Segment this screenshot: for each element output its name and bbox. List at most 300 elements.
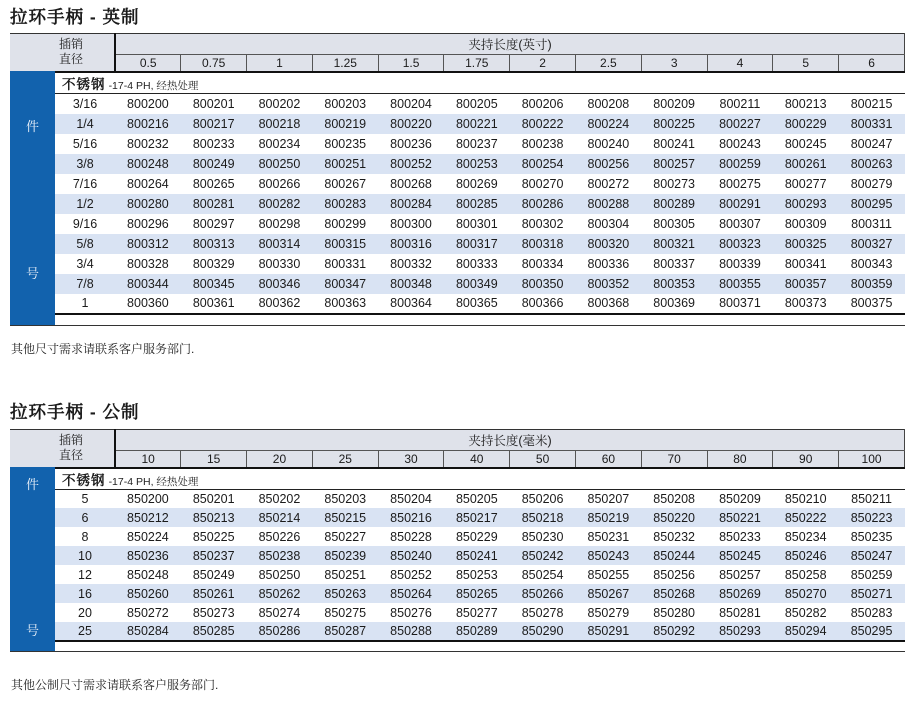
part-number-cell: 850272	[127, 605, 169, 620]
part-number-cell: 800218	[247, 114, 313, 134]
part-number-cell: 850236	[115, 546, 181, 565]
part-number-cell: 800331	[839, 114, 905, 134]
part-number-cell: 800279	[850, 176, 893, 191]
table-row	[10, 565, 905, 584]
part-number-band	[10, 71, 55, 325]
part-number-cell: 800209	[653, 96, 696, 111]
column-header: 70	[641, 451, 707, 468]
column-header: 30	[378, 451, 444, 468]
part-number-cell: 800268	[390, 176, 432, 191]
part-number-cell: 800307	[719, 216, 761, 231]
part-number-cell: 850252	[390, 567, 432, 582]
part-number-cell: 800283	[312, 194, 378, 214]
part-number-cell: 800251	[312, 154, 378, 174]
part-number-cell: 800208	[587, 96, 630, 111]
part-number-cell: 800237	[455, 136, 498, 151]
part-number-cell: 800359	[839, 274, 905, 294]
part-number-cell: 800300	[390, 216, 432, 231]
part-number-cell: 850247	[839, 546, 905, 565]
part-number-cell: 800200	[127, 96, 169, 111]
part-number-cell: 850269	[707, 584, 773, 603]
pin-diameter-value: 9/16	[72, 216, 98, 231]
pin-diameter-value: 1	[55, 294, 115, 314]
part-number-cell: 800301	[455, 216, 498, 231]
pin-diameter-value: 5/16	[72, 136, 98, 151]
part-number-cell: 800201	[192, 96, 235, 111]
column-header: 2.5	[575, 55, 641, 72]
part-number-cell: 850221	[707, 508, 773, 527]
table-row	[10, 114, 905, 134]
column-header: 1.5	[378, 55, 444, 72]
part-number-cell: 850226	[258, 529, 301, 544]
part-number-cell: 800311	[851, 216, 892, 231]
pin-diameter-value: 7/16	[72, 176, 98, 191]
part-number-cell: 800330	[258, 256, 301, 271]
part-number-cell: 850288	[378, 622, 444, 641]
part-number-cell: 800339	[719, 256, 761, 271]
part-number-cell: 800375	[839, 294, 905, 314]
part-number-cell: 800221	[444, 114, 510, 134]
part-number-cell: 800215	[850, 96, 893, 111]
part-number-cell: 800345	[181, 274, 247, 294]
part-number-cell: 850225	[192, 529, 235, 544]
part-number-cell: 800266	[258, 176, 301, 191]
part-number-cell: 800331	[324, 256, 367, 271]
column-header: 1.25	[312, 55, 378, 72]
pin-diameter-value: 1/2	[55, 194, 115, 214]
part-number-cell: 800325	[773, 234, 839, 254]
metric-table-wrap	[10, 429, 905, 661]
part-number-cell: 850200	[127, 491, 169, 506]
part-number-cell: 800280	[115, 194, 181, 214]
part-number-cell: 850294	[773, 622, 839, 641]
part-number-cell: 800364	[378, 294, 444, 314]
column-header: 20	[247, 451, 313, 468]
part-number-cell: 800296	[127, 216, 169, 231]
part-number-cell: 850284	[115, 622, 181, 641]
part-number-cell: 850268	[641, 584, 707, 603]
part-number-cell: 800365	[444, 294, 510, 314]
part-number-cell: 800368	[575, 294, 641, 314]
part-number-cell: 800222	[510, 114, 576, 134]
part-number-cell: 850270	[773, 584, 839, 603]
part-number-cell: 800298	[258, 216, 301, 231]
column-header: 5	[773, 55, 839, 72]
table-row	[10, 134, 905, 154]
column-header: 0.5	[115, 55, 181, 72]
part-number-cell: 850265	[444, 584, 510, 603]
part-number-cell: 850228	[390, 529, 432, 544]
part-number-cell: 800249	[181, 154, 247, 174]
part-number-cell: 800259	[707, 154, 773, 174]
part-number-cell: 850285	[181, 622, 247, 641]
pin-diameter-value: 3/4	[76, 256, 94, 271]
header-row-values	[10, 451, 905, 468]
part-number-cell: 850255	[587, 567, 630, 582]
part-number-cell: 850271	[839, 584, 905, 603]
part-number-cell: 800206	[521, 96, 564, 111]
part-number-cell: 800357	[773, 274, 839, 294]
table-row	[10, 174, 905, 194]
part-number-cell: 850245	[707, 546, 773, 565]
imperial-parts-table	[10, 33, 905, 315]
part-number-cell: 850201	[192, 491, 235, 506]
imperial-section-title: 拉环手柄 - 英制	[10, 7, 140, 27]
material-cell	[55, 72, 905, 94]
part-number-cell: 800216	[115, 114, 181, 134]
part-number-cell: 850203	[324, 491, 367, 506]
part-number-cell: 800256	[575, 154, 641, 174]
part-number-cell: 800291	[707, 194, 773, 214]
table-row	[10, 274, 905, 294]
imperial-footnote: 其他尺寸需求请联系客户服务部门.	[11, 342, 195, 356]
part-number-cell: 800343	[850, 256, 893, 271]
part-number-cell: 800320	[575, 234, 641, 254]
part-number-cell: 800282	[247, 194, 313, 214]
part-number-cell: 800284	[378, 194, 444, 214]
part-number-cell: 800333	[455, 256, 498, 271]
bottom-rule	[10, 325, 905, 326]
part-number-cell: 850206	[521, 491, 564, 506]
part-number-cell: 800277	[784, 176, 827, 191]
part-number-cell: 850214	[247, 508, 313, 527]
table-row	[10, 527, 905, 546]
part-number-cell: 800314	[247, 234, 313, 254]
header-row-top	[10, 34, 905, 55]
part-number-cell: 850238	[247, 546, 313, 565]
column-header: 10	[115, 451, 181, 468]
part-number-cell: 850267	[575, 584, 641, 603]
part-number-cell: 850211	[851, 491, 892, 506]
part-number-cell: 800312	[115, 234, 181, 254]
part-number-cell: 850258	[784, 567, 827, 582]
part-number-cell: 850283	[850, 605, 893, 620]
part-number-cell: 850276	[390, 605, 432, 620]
column-header: 100	[839, 451, 905, 468]
table-row	[10, 214, 905, 234]
part-number-cell: 850204	[390, 491, 432, 506]
pin-diameter-value: 5/8	[55, 234, 115, 254]
part-number-cell: 850215	[312, 508, 378, 527]
table-row	[10, 489, 905, 508]
table-row	[10, 546, 905, 565]
pin-diameter-value: 5	[81, 491, 89, 506]
part-number-cell: 800346	[247, 274, 313, 294]
part-number-cell: 800272	[587, 176, 630, 191]
part-number-cell: 850292	[641, 622, 707, 641]
part-number-cell: 850277	[455, 605, 498, 620]
part-number-cell: 800309	[784, 216, 827, 231]
part-number-cell: 850224	[127, 529, 169, 544]
part-number-cell: 850210	[784, 491, 827, 506]
table-row	[10, 603, 905, 622]
part-number-cell: 800219	[312, 114, 378, 134]
part-number-cell: 800305	[653, 216, 696, 231]
material-name: 不锈钢	[62, 472, 106, 488]
part-number-band	[10, 467, 55, 651]
part-number-cell: 800329	[192, 256, 235, 271]
part-number-cell: 800352	[575, 274, 641, 294]
part-number-cell: 800233	[192, 136, 235, 151]
part-number-cell: 850282	[784, 605, 827, 620]
part-number-cell: 850259	[850, 567, 893, 582]
part-number-cell: 850243	[575, 546, 641, 565]
part-number-cell: 800217	[181, 114, 247, 134]
pin-diameter-header: 插销 直径	[10, 430, 115, 468]
column-header: 15	[181, 451, 247, 468]
part-number-cell: 850231	[587, 529, 630, 544]
part-number-cell: 800281	[181, 194, 247, 214]
part-number-cell: 850251	[324, 567, 367, 582]
part-number-cell: 850274	[258, 605, 301, 620]
part-number-cell: 800243	[719, 136, 761, 151]
pin-diameter-value: 10	[55, 546, 115, 565]
part-number-cell: 800254	[510, 154, 576, 174]
part-number-cell: 850256	[653, 567, 696, 582]
pin-diameter-value: 3/16	[72, 96, 98, 111]
material-name: 不锈钢	[62, 76, 106, 92]
part-number-cell: 800316	[378, 234, 444, 254]
table-row	[10, 194, 905, 214]
pin-diameter-value: 7/8	[55, 274, 115, 294]
band-label-bottom: 号	[25, 623, 39, 638]
part-number-cell: 850212	[115, 508, 181, 527]
part-number-cell: 800313	[181, 234, 247, 254]
part-number-cell: 800328	[127, 256, 169, 271]
part-number-cell: 800257	[641, 154, 707, 174]
part-number-cell: 850257	[719, 567, 761, 582]
part-number-cell: 800204	[390, 96, 432, 111]
part-number-cell: 850286	[247, 622, 313, 641]
part-number-cell: 850227	[324, 529, 367, 544]
table-row	[10, 584, 905, 603]
part-number-cell: 800202	[258, 96, 301, 111]
part-number-cell: 850213	[181, 508, 247, 527]
column-header: 0.75	[181, 55, 247, 72]
part-number-cell: 850261	[181, 584, 247, 603]
column-header: 80	[707, 451, 773, 468]
column-header: 1.75	[444, 55, 510, 72]
table-row	[10, 154, 905, 174]
part-number-cell: 800297	[192, 216, 235, 231]
part-number-cell: 850222	[773, 508, 839, 527]
part-number-cell: 800336	[587, 256, 630, 271]
part-number-cell: 800315	[312, 234, 378, 254]
part-number-cell: 850246	[773, 546, 839, 565]
part-number-cell: 800235	[324, 136, 367, 151]
table-row	[10, 94, 905, 114]
part-number-cell: 800332	[390, 256, 432, 271]
part-number-cell: 850281	[719, 605, 761, 620]
part-number-cell: 800361	[181, 294, 247, 314]
part-number-cell: 850242	[510, 546, 576, 565]
part-number-cell: 800341	[784, 256, 827, 271]
part-number-cell: 850209	[719, 491, 761, 506]
part-number-cell: 850287	[312, 622, 378, 641]
part-number-cell: 850279	[587, 605, 630, 620]
part-number-cell: 800248	[115, 154, 181, 174]
table-row	[10, 254, 905, 274]
part-number-cell: 800353	[641, 274, 707, 294]
part-number-cell: 850220	[641, 508, 707, 527]
pin-diameter-value: 6	[55, 508, 115, 527]
part-number-cell: 800225	[641, 114, 707, 134]
table-row	[10, 622, 905, 641]
part-number-cell: 800369	[641, 294, 707, 314]
band-label-top: 件	[25, 477, 39, 492]
column-header: 50	[510, 451, 576, 468]
part-number-cell: 800240	[587, 136, 630, 151]
column-header: 90	[773, 451, 839, 468]
part-number-cell: 850217	[444, 508, 510, 527]
part-number-cell: 800321	[641, 234, 707, 254]
part-number-cell: 800234	[258, 136, 301, 151]
part-number-cell: 850263	[312, 584, 378, 603]
part-number-cell: 800360	[115, 294, 181, 314]
column-header: 2	[510, 55, 576, 72]
part-number-cell: 800267	[324, 176, 367, 191]
part-number-cell: 850260	[115, 584, 181, 603]
part-number-cell: 850273	[192, 605, 235, 620]
part-number-cell: 800270	[521, 176, 564, 191]
part-number-cell: 800289	[641, 194, 707, 214]
part-number-cell: 850275	[324, 605, 367, 620]
table-row	[10, 294, 905, 314]
part-number-cell: 850280	[653, 605, 696, 620]
bottom-rule	[10, 651, 905, 652]
part-number-cell: 800302	[521, 216, 564, 231]
pin-diameter-header: 插销 直径	[10, 34, 115, 72]
part-number-cell: 850266	[510, 584, 576, 603]
column-header: 25	[312, 451, 378, 468]
part-number-cell: 800247	[850, 136, 893, 151]
part-number-cell: 800273	[653, 176, 696, 191]
part-number-cell: 800293	[773, 194, 839, 214]
part-number-cell: 800295	[839, 194, 905, 214]
part-number-cell: 850248	[127, 567, 169, 582]
part-number-cell: 850289	[444, 622, 510, 641]
part-number-cell: 850253	[455, 567, 498, 582]
part-number-cell: 800224	[575, 114, 641, 134]
clamp-length-header: 夹持长度(英寸)	[115, 34, 904, 55]
pin-diameter-value: 1/4	[55, 114, 115, 134]
material-row	[10, 468, 905, 490]
part-number-cell: 850237	[181, 546, 247, 565]
column-header: 4	[707, 55, 773, 72]
part-number-cell: 800348	[378, 274, 444, 294]
band-label-top: 件	[25, 119, 39, 134]
part-number-cell: 850208	[653, 491, 696, 506]
part-number-cell: 800371	[707, 294, 773, 314]
pin-diameter-value: 20	[78, 605, 92, 620]
column-header: 1	[247, 55, 313, 72]
part-number-cell: 800355	[707, 274, 773, 294]
part-number-cell: 800288	[575, 194, 641, 214]
header-row-top	[10, 430, 905, 451]
part-number-cell: 800373	[773, 294, 839, 314]
part-number-cell: 800211	[719, 96, 761, 111]
part-number-cell: 800265	[192, 176, 235, 191]
part-number-cell: 800203	[324, 96, 367, 111]
part-number-cell: 800349	[444, 274, 510, 294]
part-number-cell: 850205	[455, 491, 498, 506]
part-number-cell: 850219	[575, 508, 641, 527]
part-number-cell: 800269	[455, 176, 498, 191]
part-number-cell: 850207	[587, 491, 630, 506]
part-number-cell: 850241	[444, 546, 510, 565]
part-number-cell: 850223	[839, 508, 905, 527]
part-number-cell: 800236	[390, 136, 432, 151]
pin-diameter-value: 8	[81, 529, 89, 544]
imperial-table-wrap	[10, 33, 905, 333]
part-number-cell: 800238	[521, 136, 564, 151]
part-number-cell: 800337	[653, 256, 696, 271]
part-number-cell: 800264	[127, 176, 169, 191]
part-number-cell: 800286	[510, 194, 576, 214]
part-number-cell: 800304	[587, 216, 630, 231]
part-number-cell: 800317	[444, 234, 510, 254]
part-number-cell: 800263	[839, 154, 905, 174]
part-number-cell: 800227	[707, 114, 773, 134]
part-number-cell: 850229	[455, 529, 498, 544]
part-number-cell: 800232	[127, 136, 169, 151]
pin-diameter-value: 25	[55, 622, 115, 641]
part-number-cell: 800285	[444, 194, 510, 214]
pin-diameter-value: 16	[55, 584, 115, 603]
part-number-cell: 800229	[773, 114, 839, 134]
part-number-cell: 850202	[258, 491, 301, 506]
part-number-cell: 850218	[510, 508, 576, 527]
part-number-cell: 800275	[719, 176, 761, 191]
part-number-cell: 800220	[378, 114, 444, 134]
part-number-cell: 800250	[247, 154, 313, 174]
part-number-cell: 850240	[378, 546, 444, 565]
material-row	[10, 72, 905, 94]
part-number-cell: 850234	[784, 529, 827, 544]
part-number-cell: 850244	[641, 546, 707, 565]
part-number-cell: 850262	[247, 584, 313, 603]
part-number-cell: 850233	[719, 529, 761, 544]
part-number-cell: 850232	[653, 529, 696, 544]
column-header: 60	[575, 451, 641, 468]
part-number-cell: 850235	[850, 529, 893, 544]
part-number-cell: 800327	[839, 234, 905, 254]
part-number-cell: 850264	[378, 584, 444, 603]
pin-diameter-value: 12	[78, 567, 92, 582]
header-row-values	[10, 55, 905, 72]
part-number-cell: 850239	[312, 546, 378, 565]
part-number-cell: 800261	[773, 154, 839, 174]
part-number-cell: 850254	[521, 567, 564, 582]
part-number-cell: 850216	[378, 508, 444, 527]
part-number-cell: 850249	[192, 567, 235, 582]
material-note: -17-4 PH, 经热处理	[108, 79, 199, 92]
metric-footnote: 其他公制尺寸需求请联系客户服务部门.	[11, 678, 219, 692]
part-number-cell: 800344	[115, 274, 181, 294]
part-number-cell: 850230	[521, 529, 564, 544]
part-number-cell: 850278	[521, 605, 564, 620]
part-number-cell: 800205	[455, 96, 498, 111]
part-number-cell: 800363	[312, 294, 378, 314]
part-number-cell: 800362	[247, 294, 313, 314]
material-cell	[55, 468, 905, 490]
part-number-cell: 800334	[521, 256, 564, 271]
part-number-cell: 800323	[707, 234, 773, 254]
part-number-cell: 800299	[324, 216, 367, 231]
column-header: 3	[641, 55, 707, 72]
metric-parts-table	[10, 429, 905, 642]
part-number-cell: 800253	[444, 154, 510, 174]
